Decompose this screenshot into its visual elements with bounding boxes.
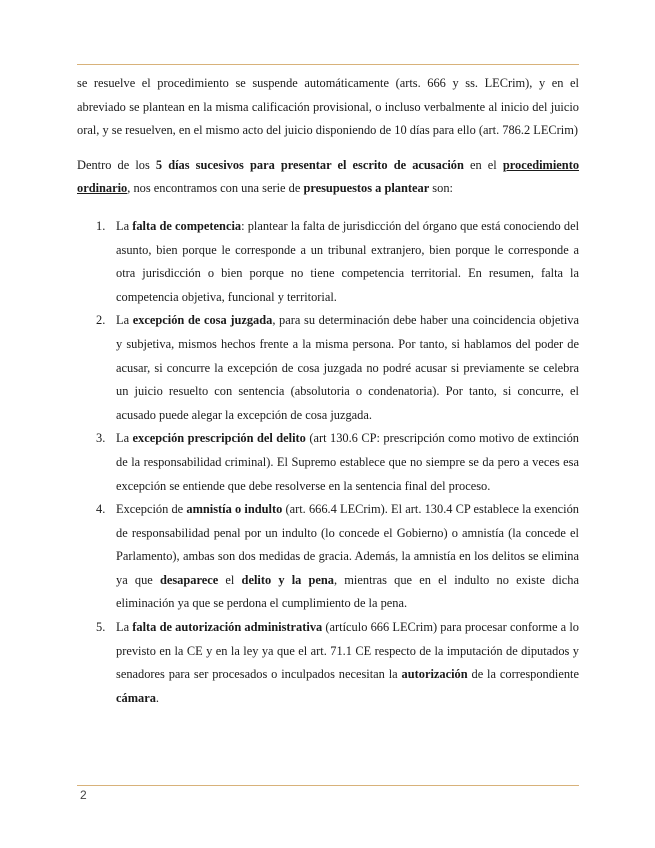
numbered-list: [77, 215, 579, 710]
paragraph-continuation: se resuelve el procedimiento se suspende automáticamente (arts. 666 y ss. LECrim), y en el abreviado se plantean en la misma calificación provisional, o incluso verbalmente al inicio del juicio oral, y se resuelven, en el mismo acto del juicio disponiendo de 10 días para ello (art. 786.2 LECrim): [77, 76, 579, 138]
underlined-text: procedimiento ordinario: [77, 157, 580, 196]
bold-text: presupuestos a plantear: [303, 181, 430, 196]
list-item: 1. La falta de competencia: plantear la falta de jurisdicción del órgano que está conociendo del asunto, bien porque le corresponde a un tribunal extranjero, bien porque le corresponde a otra jurisdicción o bien porque no tiene competencia territorial. En resumen, falta la competencia objetiva, funcional y territorial.: [77, 215, 579, 309]
header-rule: [77, 64, 579, 65]
list-item: 2. La excepción de cosa juzgada, para su determinación debe haber una coincidencia objetiva y subjetiva, mismos hechos frente a la misma persona. Por tanto, si hablamos del poder de acusar, si concurre la excepción de cosa juzgada no podré acusar si previamente se celebra un juicio resuelto con sentencia (absolutoria o condenatoria). Por tanto, si concurre, el acusado puede alegar la excepción de cosa juzgada.: [77, 309, 579, 427]
bold-text: desaparece: [159, 572, 219, 587]
bold-text: excepción de cosa juzgada: [132, 313, 273, 328]
list-number: 1.: [96, 218, 106, 233]
bold-text: amnistía o indulto: [186, 502, 283, 517]
paragraph-intro: Dentro de los 5 días sucesivos para presentar el escrito de acusación en el procedimiento ordinario, nos encontramos con una serie de presupuestos a plantear son:: [77, 157, 580, 196]
bold-text: excepción prescripción del delito: [132, 431, 306, 446]
bold-text: cámara: [116, 690, 156, 705]
page-number: 2: [80, 788, 87, 802]
list-item: 4. Excepción de amnistía o indulto (art. 666.4 LECrim). El art. 130.4 CP establece la exención de responsabilidad penal por un indulto (lo concede el Gobierno) o amnistía (la concede el Parlamento), ambas son dos medidas de gracia. Además, la amnistía en los delitos se elimina ya que desaparece el delito y la pena, mientras que en el indulto no existe dicha eliminación ya que se perdona el cumplimiento de la pena.: [77, 498, 579, 616]
bold-text: falta de competencia: [132, 218, 242, 233]
list-number: 2.: [96, 313, 106, 328]
bold-text: 5 días sucesivos para presentar el escrito de acusación: [155, 157, 464, 172]
page-body: [77, 72, 579, 710]
bold-text: falta de autorización administrativa: [132, 620, 323, 635]
footer-rule: [77, 785, 579, 786]
list-number: 3.: [96, 431, 106, 446]
bold-text: autorización: [401, 667, 468, 682]
list-item: 5. La falta de autorización administrativa (artículo 666 LECrim) para procesar conforme a lo previsto en la CE y en la ley ya que el art. 71.1 CE respecto de la imputación de diputados y senadores para ser procesados o inculpados necesitan la autorización de la correspondiente cámara.: [77, 616, 579, 710]
list-number: 4.: [96, 502, 106, 517]
bold-text: delito y la pena: [241, 572, 335, 587]
list-item: 3. La excepción prescripción del delito (art 130.6 CP: prescripción como motivo de extinción de la responsabilidad criminal). El Supremo establece que no siempre se da pero a veces esa excepción se entiende que debe resolverse en la sentencia final del proceso.: [77, 427, 579, 498]
list-number: 5.: [96, 620, 106, 635]
